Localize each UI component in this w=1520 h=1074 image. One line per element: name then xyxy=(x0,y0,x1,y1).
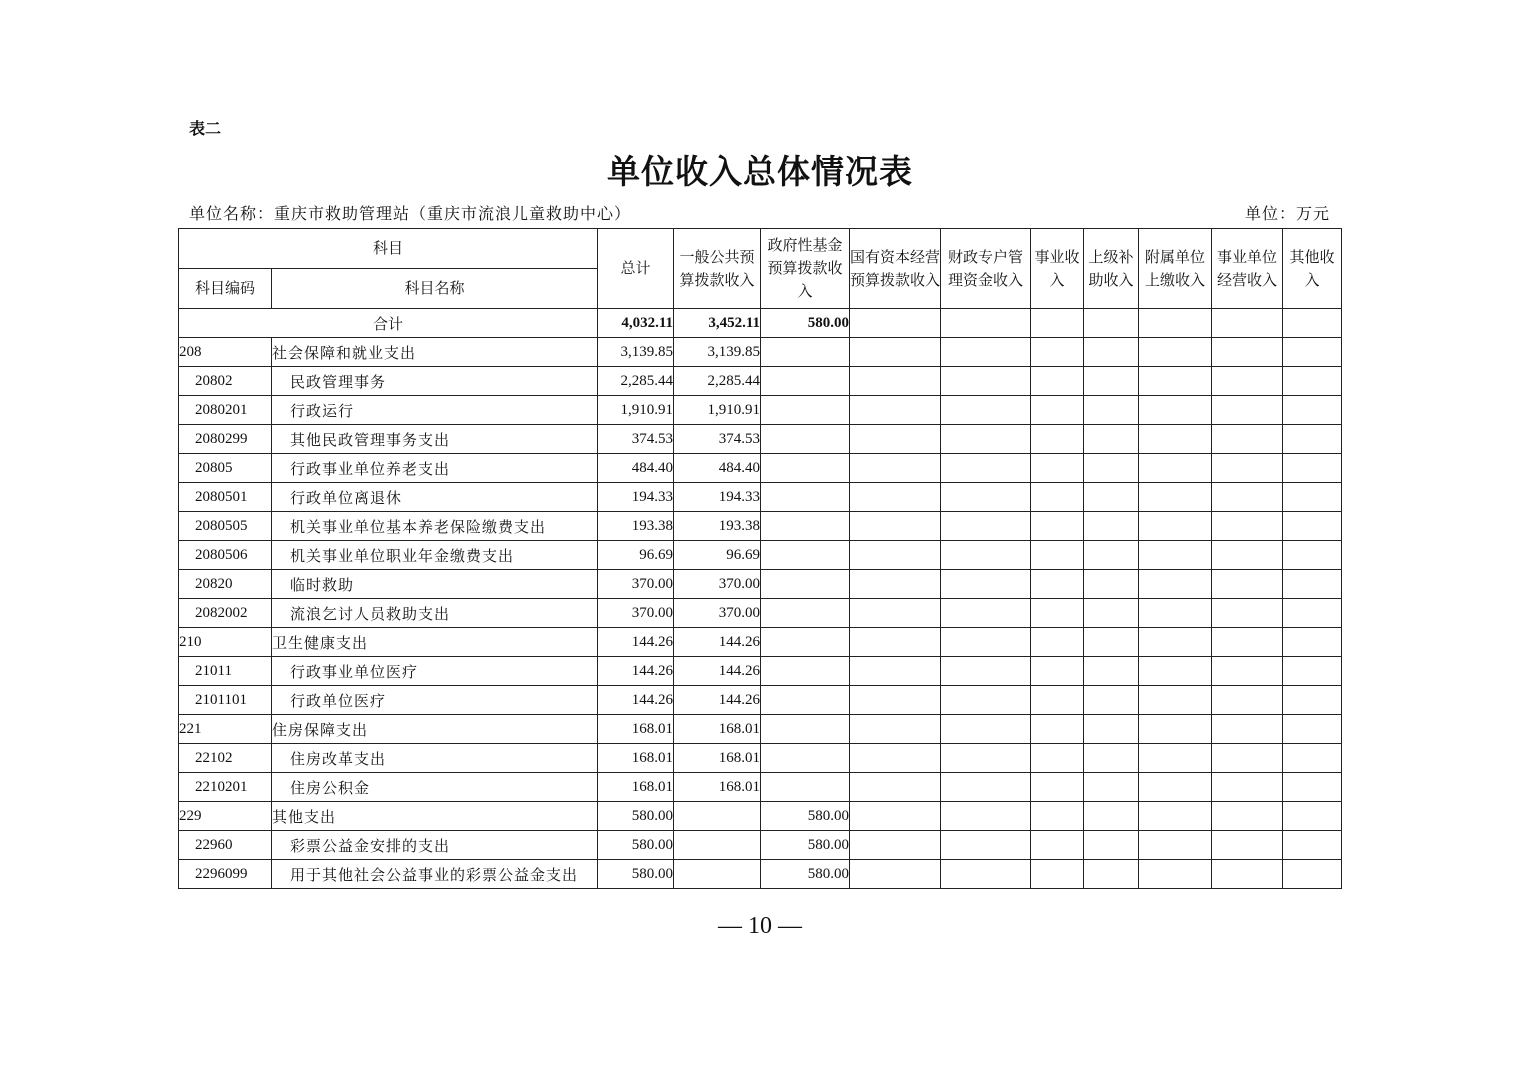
total-row xyxy=(179,309,1342,338)
empty-cell xyxy=(1084,483,1139,512)
header-affiliated-income: 附属单位上缴收入 xyxy=(1139,229,1212,309)
empty-cell xyxy=(850,657,941,686)
table-row xyxy=(179,657,1342,686)
empty-cell xyxy=(1283,715,1342,744)
empty-cell xyxy=(941,860,1031,889)
empty-cell xyxy=(1084,802,1139,831)
empty-cell xyxy=(1139,628,1212,657)
empty-cell xyxy=(941,686,1031,715)
empty-cell xyxy=(1212,338,1283,367)
gov-fund-amount xyxy=(761,628,850,657)
empty-cell xyxy=(1212,686,1283,715)
general-budget-amount: 3,139.85 xyxy=(674,338,761,367)
header-general-budget: 一般公共预算拨款收入 xyxy=(674,229,761,309)
gov-fund-amount xyxy=(761,773,850,802)
empty-cell xyxy=(1283,773,1342,802)
empty-cell xyxy=(1139,860,1212,889)
table-label: 表二 xyxy=(189,119,222,138)
empty-cell xyxy=(1084,367,1139,396)
empty-cell xyxy=(1031,744,1084,773)
total-amount: 484.40 xyxy=(598,454,674,483)
subject-code: 22102 xyxy=(179,744,272,773)
gov-fund-amount xyxy=(761,657,850,686)
empty-cell xyxy=(1212,367,1283,396)
empty-cell xyxy=(1212,570,1283,599)
empty-cell xyxy=(1031,570,1084,599)
gov-fund-amount xyxy=(761,744,850,773)
empty-cell xyxy=(941,367,1031,396)
empty-cell xyxy=(850,512,941,541)
subject-name: 民政管理事务 xyxy=(272,367,598,396)
empty-cell xyxy=(1031,367,1084,396)
total-amount: 370.00 xyxy=(598,599,674,628)
empty-cell xyxy=(1212,744,1283,773)
empty-cell xyxy=(1031,657,1084,686)
empty-cell xyxy=(1212,512,1283,541)
empty-cell xyxy=(941,483,1031,512)
total-amount: 144.26 xyxy=(598,686,674,715)
empty-cell xyxy=(850,483,941,512)
subject-name: 住房改革支出 xyxy=(272,744,598,773)
table-row xyxy=(179,686,1342,715)
empty-cell xyxy=(1084,744,1139,773)
empty-cell xyxy=(941,657,1031,686)
empty-cell xyxy=(941,628,1031,657)
empty-cell xyxy=(1084,657,1139,686)
general-budget-amount: 370.00 xyxy=(674,599,761,628)
income-table xyxy=(178,228,1342,889)
header-state-capital: 国有资本经营预算拨款收入 xyxy=(850,229,941,309)
empty-cell xyxy=(1139,802,1212,831)
empty-cell xyxy=(1139,599,1212,628)
total-amount: 194.33 xyxy=(598,483,674,512)
empty-cell xyxy=(1084,396,1139,425)
total-amount: 144.26 xyxy=(598,628,674,657)
general-budget-amount: 144.26 xyxy=(674,657,761,686)
empty-cell xyxy=(1084,454,1139,483)
empty-cell xyxy=(941,599,1031,628)
empty-cell xyxy=(1031,831,1084,860)
empty-cell xyxy=(1084,512,1139,541)
total-amount: 168.01 xyxy=(598,744,674,773)
header-fiscal-special: 财政专户管理资金收入 xyxy=(941,229,1031,309)
general-budget-amount xyxy=(674,860,761,889)
header-name: 科目名称 xyxy=(272,269,598,309)
table-row xyxy=(179,860,1342,889)
general-budget-amount: 194.33 xyxy=(674,483,761,512)
subject-code: 2080505 xyxy=(179,512,272,541)
table-row xyxy=(179,367,1342,396)
empty-cell xyxy=(1084,599,1139,628)
header-gov-fund: 政府性基金预算拨款收入 xyxy=(761,229,850,309)
subject-code: 2082002 xyxy=(179,599,272,628)
empty-cell xyxy=(1139,657,1212,686)
total-amount: 580.00 xyxy=(598,860,674,889)
total-amount: 193.38 xyxy=(598,512,674,541)
empty-cell xyxy=(1084,831,1139,860)
table-row xyxy=(179,338,1342,367)
page-number: — 10 — xyxy=(718,913,802,939)
unit-name: 单位名称：重庆市救助管理站（重庆市流浪儿童救助中心） xyxy=(189,204,632,223)
empty-cell xyxy=(941,831,1031,860)
total-label: 合计 xyxy=(179,309,598,338)
empty-cell xyxy=(1283,512,1342,541)
total-amount: 580.00 xyxy=(598,831,674,860)
gov-fund-amount xyxy=(761,425,850,454)
empty-cell xyxy=(850,425,941,454)
empty-cell xyxy=(850,715,941,744)
empty-cell xyxy=(1283,686,1342,715)
gov-fund-amount xyxy=(761,570,850,599)
empty-cell xyxy=(1212,425,1283,454)
table-row xyxy=(179,744,1342,773)
subject-code: 221 xyxy=(179,715,272,744)
gov-fund-amount xyxy=(761,686,850,715)
empty-cell xyxy=(850,802,941,831)
gov-fund-amount: 580.00 xyxy=(761,831,850,860)
total-amount: 370.00 xyxy=(598,570,674,599)
gov-fund-amount xyxy=(761,396,850,425)
empty-cell xyxy=(1031,599,1084,628)
empty-cell xyxy=(1212,773,1283,802)
general-budget-amount: 144.26 xyxy=(674,628,761,657)
header-subject: 科目 xyxy=(179,229,598,269)
subject-name: 临时救助 xyxy=(272,570,598,599)
subject-code: 210 xyxy=(179,628,272,657)
empty-cell xyxy=(1283,831,1342,860)
subject-code: 2080506 xyxy=(179,541,272,570)
empty-cell xyxy=(1084,715,1139,744)
empty-cell xyxy=(1139,773,1212,802)
empty-cell xyxy=(1212,802,1283,831)
subject-code: 2101101 xyxy=(179,686,272,715)
empty-cell xyxy=(1283,802,1342,831)
empty-cell xyxy=(1139,454,1212,483)
empty-cell xyxy=(1283,396,1342,425)
total-amount: 580.00 xyxy=(598,802,674,831)
empty-cell xyxy=(1212,541,1283,570)
empty-cell xyxy=(1084,686,1139,715)
empty-cell xyxy=(1212,483,1283,512)
total-amount: 168.01 xyxy=(598,715,674,744)
empty-cell xyxy=(941,396,1031,425)
header-business-income: 事业收入 xyxy=(1031,229,1084,309)
total-amount: 4,032.11 xyxy=(598,309,674,338)
empty-cell xyxy=(850,396,941,425)
empty-cell xyxy=(1139,715,1212,744)
table-row xyxy=(179,831,1342,860)
subject-name: 行政单位医疗 xyxy=(272,686,598,715)
subject-name: 其他民政管理事务支出 xyxy=(272,425,598,454)
empty-cell xyxy=(1031,454,1084,483)
empty-cell xyxy=(1139,570,1212,599)
table-row xyxy=(179,599,1342,628)
empty-cell xyxy=(941,338,1031,367)
empty-cell xyxy=(1139,367,1212,396)
total-amount: 96.69 xyxy=(598,541,674,570)
subject-name: 其他支出 xyxy=(272,802,598,831)
table-row xyxy=(179,483,1342,512)
empty-cell xyxy=(1139,744,1212,773)
empty-cell xyxy=(1031,860,1084,889)
empty-cell xyxy=(1283,541,1342,570)
empty-cell xyxy=(1283,744,1342,773)
empty-cell xyxy=(1139,483,1212,512)
gov-fund-amount xyxy=(761,541,850,570)
empty-cell xyxy=(1084,338,1139,367)
empty-cell xyxy=(850,628,941,657)
subject-name: 住房保障支出 xyxy=(272,715,598,744)
empty-cell xyxy=(850,541,941,570)
header-total: 总计 xyxy=(598,229,674,309)
empty-cell xyxy=(1139,396,1212,425)
empty-cell xyxy=(850,454,941,483)
general-budget-amount: 484.40 xyxy=(674,454,761,483)
table-row xyxy=(179,425,1342,454)
empty-cell xyxy=(1031,512,1084,541)
subject-code: 20820 xyxy=(179,570,272,599)
general-budget-amount: 168.01 xyxy=(674,744,761,773)
empty-cell xyxy=(941,541,1031,570)
gov-fund-amount xyxy=(761,512,850,541)
gov-fund-amount xyxy=(761,338,850,367)
empty-cell xyxy=(941,425,1031,454)
currency-unit: 单位：万元 xyxy=(1244,204,1330,223)
empty-cell xyxy=(1031,396,1084,425)
subject-code: 20802 xyxy=(179,367,272,396)
header-operation-income: 事业单位经营收入 xyxy=(1212,229,1283,309)
gov-fund-amount xyxy=(761,715,850,744)
general-budget-amount: 1,910.91 xyxy=(674,396,761,425)
page-title: 单位收入总体情况表 xyxy=(607,152,913,191)
empty-cell xyxy=(1139,512,1212,541)
gov-fund-amount xyxy=(761,454,850,483)
general-budget-amount: 168.01 xyxy=(674,773,761,802)
empty-cell xyxy=(1084,541,1139,570)
subject-name: 行政事业单位医疗 xyxy=(272,657,598,686)
subject-code: 22960 xyxy=(179,831,272,860)
general-budget-amount: 168.01 xyxy=(674,715,761,744)
empty-cell xyxy=(850,860,941,889)
empty-cell xyxy=(1212,860,1283,889)
empty-cell xyxy=(1283,483,1342,512)
empty-cell xyxy=(850,570,941,599)
empty-cell xyxy=(1212,454,1283,483)
empty-cell xyxy=(1283,570,1342,599)
empty-cell xyxy=(1031,425,1084,454)
empty-cell xyxy=(1139,338,1212,367)
empty-cell xyxy=(1139,686,1212,715)
empty-cell xyxy=(1031,483,1084,512)
empty-cell xyxy=(941,570,1031,599)
empty-cell xyxy=(941,454,1031,483)
subject-name: 社会保障和就业支出 xyxy=(272,338,598,367)
empty-cell xyxy=(1283,367,1342,396)
empty-cell xyxy=(1283,425,1342,454)
empty-cell xyxy=(850,367,941,396)
empty-cell xyxy=(1283,657,1342,686)
empty-cell xyxy=(1139,541,1212,570)
empty-cell xyxy=(1084,773,1139,802)
subject-name: 卫生健康支出 xyxy=(272,628,598,657)
empty-cell xyxy=(941,773,1031,802)
general-budget-amount xyxy=(674,802,761,831)
empty-cell xyxy=(1084,425,1139,454)
gov-fund-amount: 580.00 xyxy=(761,802,850,831)
subject-name: 行政事业单位养老支出 xyxy=(272,454,598,483)
empty-cell xyxy=(1031,773,1084,802)
header-code: 科目编码 xyxy=(179,269,272,309)
empty-cell xyxy=(1084,570,1139,599)
empty-cell xyxy=(850,744,941,773)
empty-cell xyxy=(1283,599,1342,628)
empty-cell xyxy=(1283,454,1342,483)
empty-cell xyxy=(1212,657,1283,686)
header-other-income: 其他收入 xyxy=(1283,229,1342,309)
total-amount: 1,910.91 xyxy=(598,396,674,425)
general-budget-amount: 370.00 xyxy=(674,570,761,599)
general-budget-amount: 374.53 xyxy=(674,425,761,454)
general-budget-amount: 193.38 xyxy=(674,512,761,541)
table-row xyxy=(179,628,1342,657)
empty-cell xyxy=(1212,831,1283,860)
empty-cell xyxy=(1212,599,1283,628)
gov-fund-amount xyxy=(761,483,850,512)
subject-name: 彩票公益金安排的支出 xyxy=(272,831,598,860)
total-general-budget: 3,452.11 xyxy=(674,309,761,338)
subject-name: 行政运行 xyxy=(272,396,598,425)
subject-name: 机关事业单位基本养老保险缴费支出 xyxy=(272,512,598,541)
total-amount: 2,285.44 xyxy=(598,367,674,396)
subject-name: 行政单位离退休 xyxy=(272,483,598,512)
table-row xyxy=(179,454,1342,483)
total-amount: 3,139.85 xyxy=(598,338,674,367)
empty-cell xyxy=(1212,628,1283,657)
empty-cell xyxy=(1031,802,1084,831)
total-amount: 168.01 xyxy=(598,773,674,802)
subject-name: 机关事业单位职业年金缴费支出 xyxy=(272,541,598,570)
empty-cell xyxy=(1031,338,1084,367)
table-row xyxy=(179,715,1342,744)
total-amount: 144.26 xyxy=(598,657,674,686)
subject-code: 208 xyxy=(179,338,272,367)
empty-cell xyxy=(1139,425,1212,454)
table-row xyxy=(179,396,1342,425)
empty-cell xyxy=(1283,338,1342,367)
general-budget-amount: 96.69 xyxy=(674,541,761,570)
subject-code: 2080201 xyxy=(179,396,272,425)
header-superior-subsidy: 上级补助收入 xyxy=(1084,229,1139,309)
empty-cell xyxy=(850,599,941,628)
empty-cell xyxy=(850,686,941,715)
empty-cell xyxy=(850,831,941,860)
subject-code: 2210201 xyxy=(179,773,272,802)
subject-code: 20805 xyxy=(179,454,272,483)
gov-fund-amount xyxy=(761,367,850,396)
table-row xyxy=(179,512,1342,541)
empty-cell xyxy=(941,744,1031,773)
subject-name: 流浪乞讨人员救助支出 xyxy=(272,599,598,628)
empty-cell xyxy=(1212,715,1283,744)
total-amount: 374.53 xyxy=(598,425,674,454)
empty-cell xyxy=(1084,628,1139,657)
general-budget-amount: 2,285.44 xyxy=(674,367,761,396)
gov-fund-amount xyxy=(761,599,850,628)
table-row xyxy=(179,570,1342,599)
empty-cell xyxy=(1283,628,1342,657)
empty-cell xyxy=(1031,715,1084,744)
subject-code: 21011 xyxy=(179,657,272,686)
empty-cell xyxy=(850,338,941,367)
total-gov-fund: 580.00 xyxy=(761,309,850,338)
empty-cell xyxy=(1212,396,1283,425)
subject-code: 2296099 xyxy=(179,860,272,889)
empty-cell xyxy=(850,773,941,802)
empty-cell xyxy=(941,715,1031,744)
gov-fund-amount: 580.00 xyxy=(761,860,850,889)
empty-cell xyxy=(1031,628,1084,657)
general-budget-amount xyxy=(674,831,761,860)
table-row xyxy=(179,773,1342,802)
table-row xyxy=(179,802,1342,831)
subject-name: 用于其他社会公益事业的彩票公益金支出 xyxy=(272,860,598,889)
subject-code: 229 xyxy=(179,802,272,831)
subject-code: 2080501 xyxy=(179,483,272,512)
empty-cell xyxy=(1283,860,1342,889)
table-row xyxy=(179,541,1342,570)
empty-cell xyxy=(1139,831,1212,860)
general-budget-amount: 144.26 xyxy=(674,686,761,715)
empty-cell xyxy=(1031,686,1084,715)
subject-code: 2080299 xyxy=(179,425,272,454)
empty-cell xyxy=(1084,860,1139,889)
empty-cell xyxy=(941,512,1031,541)
subject-name: 住房公积金 xyxy=(272,773,598,802)
empty-cell xyxy=(941,802,1031,831)
empty-cell xyxy=(1031,541,1084,570)
